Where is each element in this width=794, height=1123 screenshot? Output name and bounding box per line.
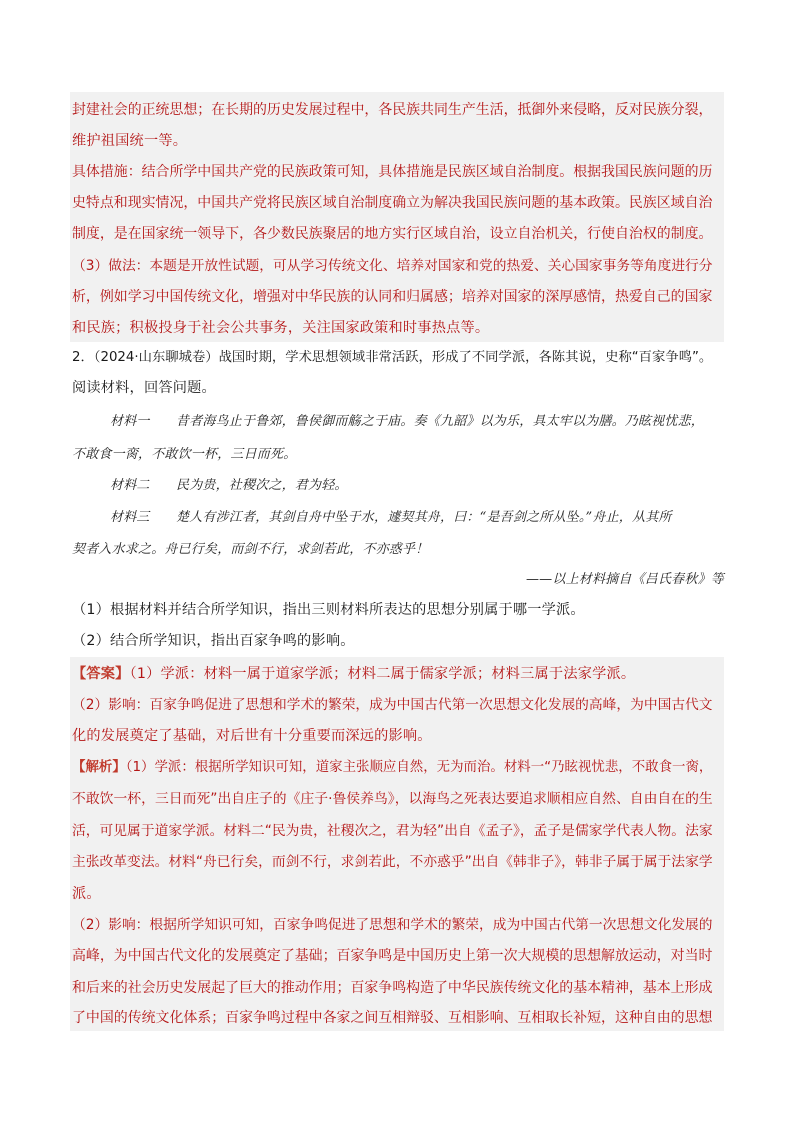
analysis-line-9: 了中国的传统文化体系；百家争鸣过程中各家之间互相辩驳、互相影响、互相取长补短，这种自由的思想 (72, 1010, 713, 1026)
material-1-line-2: 不敢食一脔，不敢饮一杯，三日而死。 (72, 447, 297, 462)
analysis-line-3: 活，可见属于道家学派。材料二“民为贵，社稷次之，君为轻”出自《孟子》，孟子是儒家学代表人物。法家 (72, 823, 713, 839)
answer1-line-4: 史特点和现实情况，中国共产党将民族区域自治制度确立为解决我国民族问题的基本政策。民族区域自治 (72, 195, 713, 211)
answer-tag: 【答案】 (72, 666, 130, 682)
answer1-line-6: （3）做法：本题是开放性试题，可从学习传统文化、培养对国家和党的热爱、关心国家事务等角度进行分 (72, 258, 713, 274)
analysis-line-4: 主张改革变法。材料“舟已行矣，而剑不行，求剑若此，不亦惑乎”出自《韩非子》，韩非子属于属于法家学 (72, 854, 713, 870)
answer1-line-2: 维护祖国统一等。 (72, 133, 188, 149)
analysis-tag: 【解析】 (72, 760, 126, 775)
analysis-line-1 (72, 758, 712, 778)
answer1-line-1: 封建社会的正统思想；在长期的历史发展过程中，各民族共同生产生活，抵御外来侵略，反对民族分裂， (72, 102, 713, 118)
answer1-line-3: 具体措施：结合所学中国共产党的民族政策可知，具体措施是民族区域自治制度。根据我国民族问题的历 (72, 164, 713, 180)
answer2-line-2: （2）影响：百家争鸣促进了思想和学术的繁荣，成为中国古代第一次思想文化发展的高峰，为中国古代文 (72, 697, 713, 713)
answer2-line-3: 化的发展奠定了基础，对后世有十分重要而深远的影响。 (72, 728, 432, 744)
answer2-text-1: （1）学派：材料一属于道家学派；材料二属于儒家学派；材料三属于法家学派。 (129, 666, 636, 682)
material-2-line: 材料二 民为贵，社稷次之，君为轻。 (110, 478, 348, 493)
answer1-line-5: 制度，是在国家统一领导下，各少数民族聚居的地方实行区域自治，设立自治机关，行使自治权的制度。 (72, 226, 713, 242)
sub-question-1: （1）根据材料并结合所学知识，指出三则材料所表达的思想分别属于哪一学派。 (72, 602, 585, 618)
answer2-line-1 (72, 664, 635, 684)
question2-stem-line-1: 2．（2024·山东聊城卷）战国时期，学术思想领域非常活跃，形成了不同学派，各陈其说，史称“百家争鸣”。 (72, 350, 713, 365)
analysis-line-2: 不敢饮一杯，三日而死”出自庄子的《庄子·鲁侯养鸟》，以海鸟之死表达要追求顺相应自然、自由自在的生 (72, 791, 713, 807)
answer1-line-7: 析，例如学习中国传统文化，增强对中华民族的认同和归属感；培养对国家的深厚感情，热爱自己的国家 (72, 289, 713, 305)
analysis-text-1: （1）学派：根据所学知识可知，道家主张顺应自然，无为而治。材料一“乃眩视忧悲，不敢食一脔， (125, 760, 713, 775)
analysis-line-7: 高峰，为中国古代文化的发展奠定了基础；百家争鸣是中国历史上第一次大规模的思想解放运动，对当时 (72, 948, 713, 964)
answer1-line-8: 和民族；积极投身于社会公共事务，关注国家政策和时事热点等。 (72, 320, 490, 336)
question2-stem-line-2: 阅读材料，回答问题。 (72, 380, 216, 396)
material-3-line-2: 契者入水求之。舟已行矣，而剑不行，求剑若此，不亦惑乎！ (72, 542, 429, 557)
material-source: ——以上材料摘自《吕氏春秋》等 (525, 572, 724, 587)
analysis-line-5: 派。 (72, 886, 101, 902)
sub-question-2: （2）结合所学知识，指出百家争鸣的影响。 (72, 633, 355, 649)
material-3-line-1: 材料三 楚人有涉江者，其剑自舟中坠于水，遽契其舟，曰：“是吾剑之所从坠。”舟止，从其所 (110, 510, 672, 525)
material-1-line-1: 材料一 昔者海鸟止于鲁郊，鲁侯御而觞之于庙。奏《九韶》以为乐，具太牢以为膳。乃眩视忧悲， (110, 414, 705, 429)
analysis-line-8: 和后来的社会历史发展起了巨大的推动作用；百家争鸣构造了中华民族传统文化的基本精神，基本上形成 (72, 980, 713, 996)
analysis-line-6: （2）影响：根据所学知识可知，百家争鸣促进了思想和学术的繁荣，成为中国古代第一次思想文化发展的 (72, 917, 713, 933)
